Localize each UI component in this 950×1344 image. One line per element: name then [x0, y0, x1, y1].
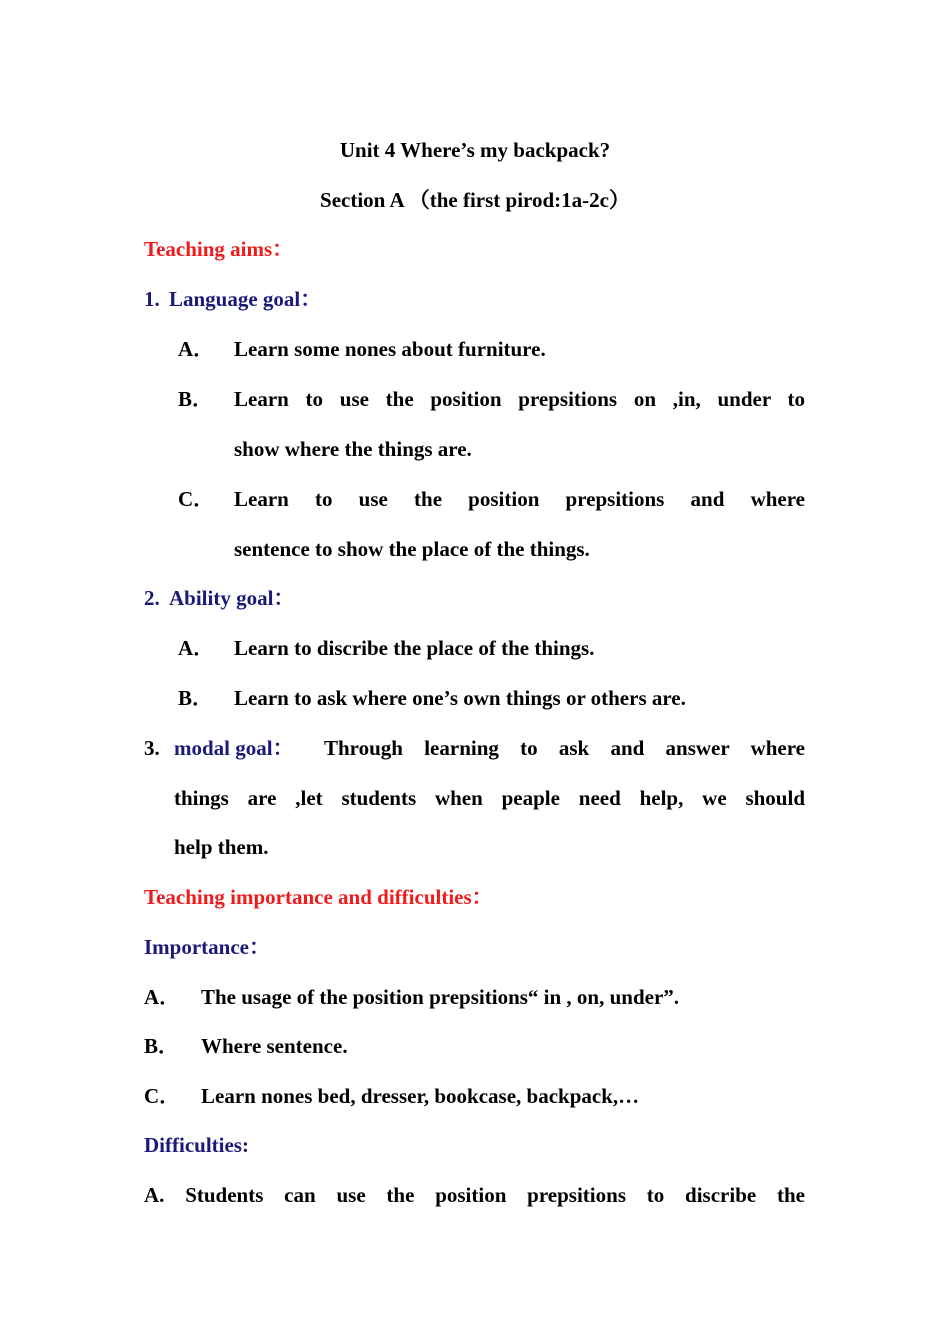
ability-goal-item-b-text: Learn to ask where one’s own things or others are. [234, 686, 686, 710]
importance-item-a-text: The usage of the position prepsitions“ in , on, under”. [201, 985, 680, 1009]
importance-heading: Importance： [144, 935, 270, 959]
language-goal-number: 1. [144, 287, 160, 311]
teaching-aims-heading: Teaching aims： [144, 237, 294, 261]
language-goal-item-b-label: B． [178, 387, 214, 411]
language-goal-item-c-line-1: Learn to use the position prepsitions and where [234, 487, 805, 511]
section-subtitle: Section A （the first pirod:1a-2c） [320, 188, 630, 212]
modal-goal-heading: modal goal： [174, 736, 294, 760]
importance-item-c-text: Learn nones bed, dresser, bookcase, backpack,… [201, 1084, 640, 1108]
ability-goal-number: 2. [144, 586, 160, 610]
difficulties-heading: Difficulties: [144, 1133, 249, 1157]
language-goal-item-a-label: A． [178, 337, 215, 361]
language-goal-label: Language goal： [169, 287, 322, 311]
document-title: Unit 4 Where’s my backpack? [339, 138, 611, 162]
importance-item-b-text: Where sentence. [201, 1034, 348, 1058]
modal-goal-line-1: Through learning to ask and answer where [324, 736, 805, 760]
ability-goal-item-a-text: Learn to discribe the place of the things. [234, 636, 595, 660]
language-goal-item-b-line-2: show where the things are. [234, 437, 472, 461]
language-goal-item-b-line-1: Learn to use the position prepsitions on ,in, under to [234, 387, 805, 411]
ability-goal-item-b-label: B． [178, 686, 214, 710]
modal-goal-line-2: things are ,let students when peaple need help, we should [174, 786, 805, 810]
ability-goal-heading [144, 585, 294, 611]
importance-item-b-label: B． [144, 1034, 180, 1058]
language-goal-item-c-label: C． [178, 487, 215, 511]
importance-difficulties-heading: Teaching importance and difficulties： [144, 885, 493, 909]
ability-goal-item-a-label: A． [178, 636, 215, 660]
language-goal-heading [144, 286, 321, 312]
ability-goal-label: Ability goal： [169, 586, 295, 610]
modal-goal-number: 3. [144, 736, 160, 760]
language-goal-item-a-text: Learn some nones about furniture. [234, 337, 546, 361]
difficulties-line-1: A. Students can use the position prepsitions to discribe the [144, 1183, 805, 1207]
importance-item-c-label: C． [144, 1084, 181, 1108]
importance-item-a-label: A． [144, 985, 181, 1009]
modal-goal-line-3: help them. [174, 835, 269, 859]
language-goal-item-c-line-2: sentence to show the place of the things. [234, 537, 590, 561]
